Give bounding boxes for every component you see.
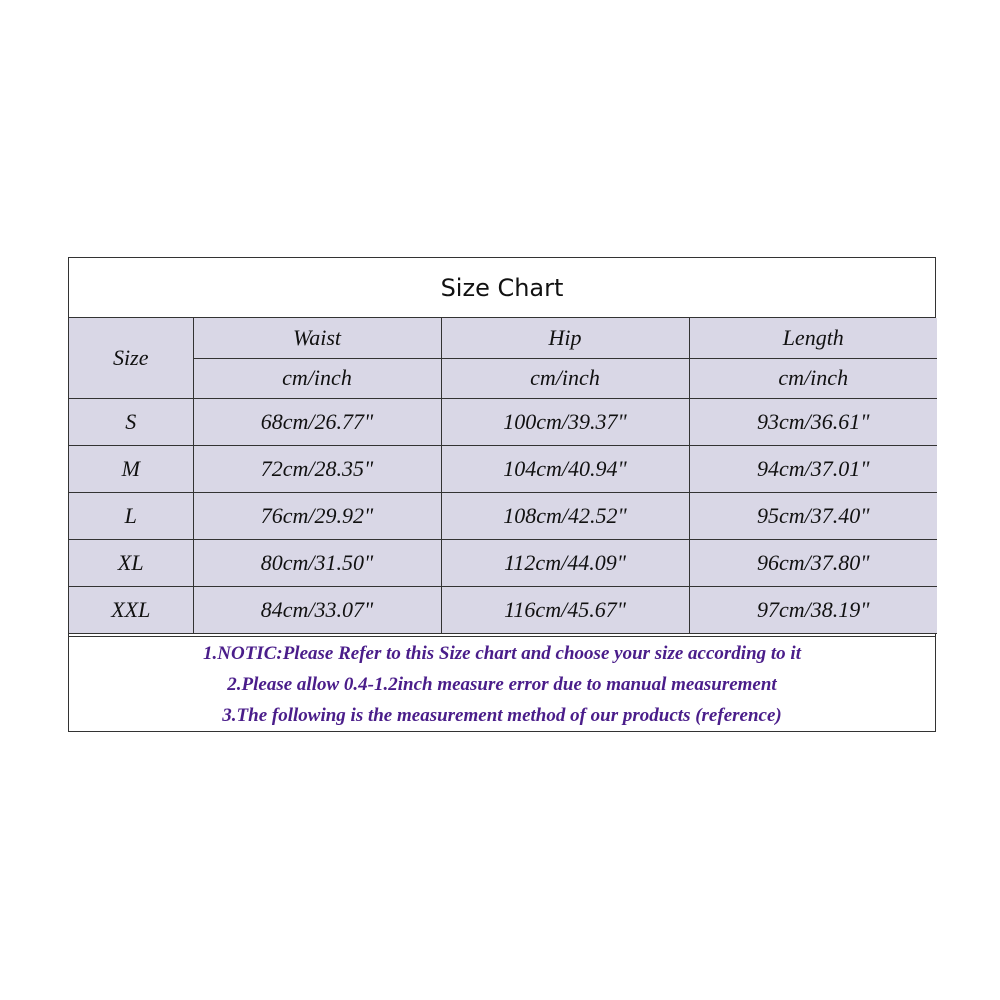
waist-unit: cm/inch xyxy=(193,358,441,398)
waist-cell: 76cm/29.92" xyxy=(193,492,441,539)
table-row xyxy=(69,445,937,492)
hip-cell: 112cm/44.09" xyxy=(441,539,689,586)
waist-cell: 72cm/28.35" xyxy=(193,445,441,492)
size-cell: S xyxy=(69,398,193,445)
length-cell: 94cm/37.01" xyxy=(689,445,937,492)
length-cell: 97cm/38.19" xyxy=(689,586,937,633)
table-row xyxy=(69,398,937,445)
length-header: Length xyxy=(689,318,937,358)
length-unit: cm/inch xyxy=(689,358,937,398)
table-row xyxy=(69,492,937,539)
hip-cell: 116cm/45.67" xyxy=(441,586,689,633)
note-line: 3.The following is the measurement method of our products (reference) xyxy=(222,704,782,726)
size-cell: XL xyxy=(69,539,193,586)
hip-unit: cm/inch xyxy=(441,358,689,398)
waist-header: Waist xyxy=(193,318,441,358)
length-cell: 96cm/37.80" xyxy=(689,539,937,586)
hip-cell: 104cm/40.94" xyxy=(441,445,689,492)
size-cell: M xyxy=(69,445,193,492)
size-cell: XXL xyxy=(69,586,193,633)
waist-cell: 84cm/33.07" xyxy=(193,586,441,633)
size-cell: L xyxy=(69,492,193,539)
hip-cell: 108cm/42.52" xyxy=(441,492,689,539)
unit-row xyxy=(69,358,937,398)
table-row xyxy=(69,539,937,586)
table-row xyxy=(69,586,937,633)
notes-section xyxy=(69,636,935,731)
hip-header: Hip xyxy=(441,318,689,358)
waist-cell: 80cm/31.50" xyxy=(193,539,441,586)
length-cell: 93cm/36.61" xyxy=(689,398,937,445)
waist-cell: 68cm/26.77" xyxy=(193,398,441,445)
size-header: Size xyxy=(69,318,193,398)
size-chart xyxy=(68,257,936,732)
length-cell: 95cm/37.40" xyxy=(689,492,937,539)
note-line: 1.NOTIC:Please Refer to this Size chart and choose your size according to it xyxy=(203,642,801,664)
header-row xyxy=(69,318,937,358)
hip-cell: 100cm/39.37" xyxy=(441,398,689,445)
size-table xyxy=(69,318,937,634)
note-line: 2.Please allow 0.4-1.2inch measure error due to manual measurement xyxy=(227,673,777,695)
chart-title: Size Chart xyxy=(69,258,935,318)
